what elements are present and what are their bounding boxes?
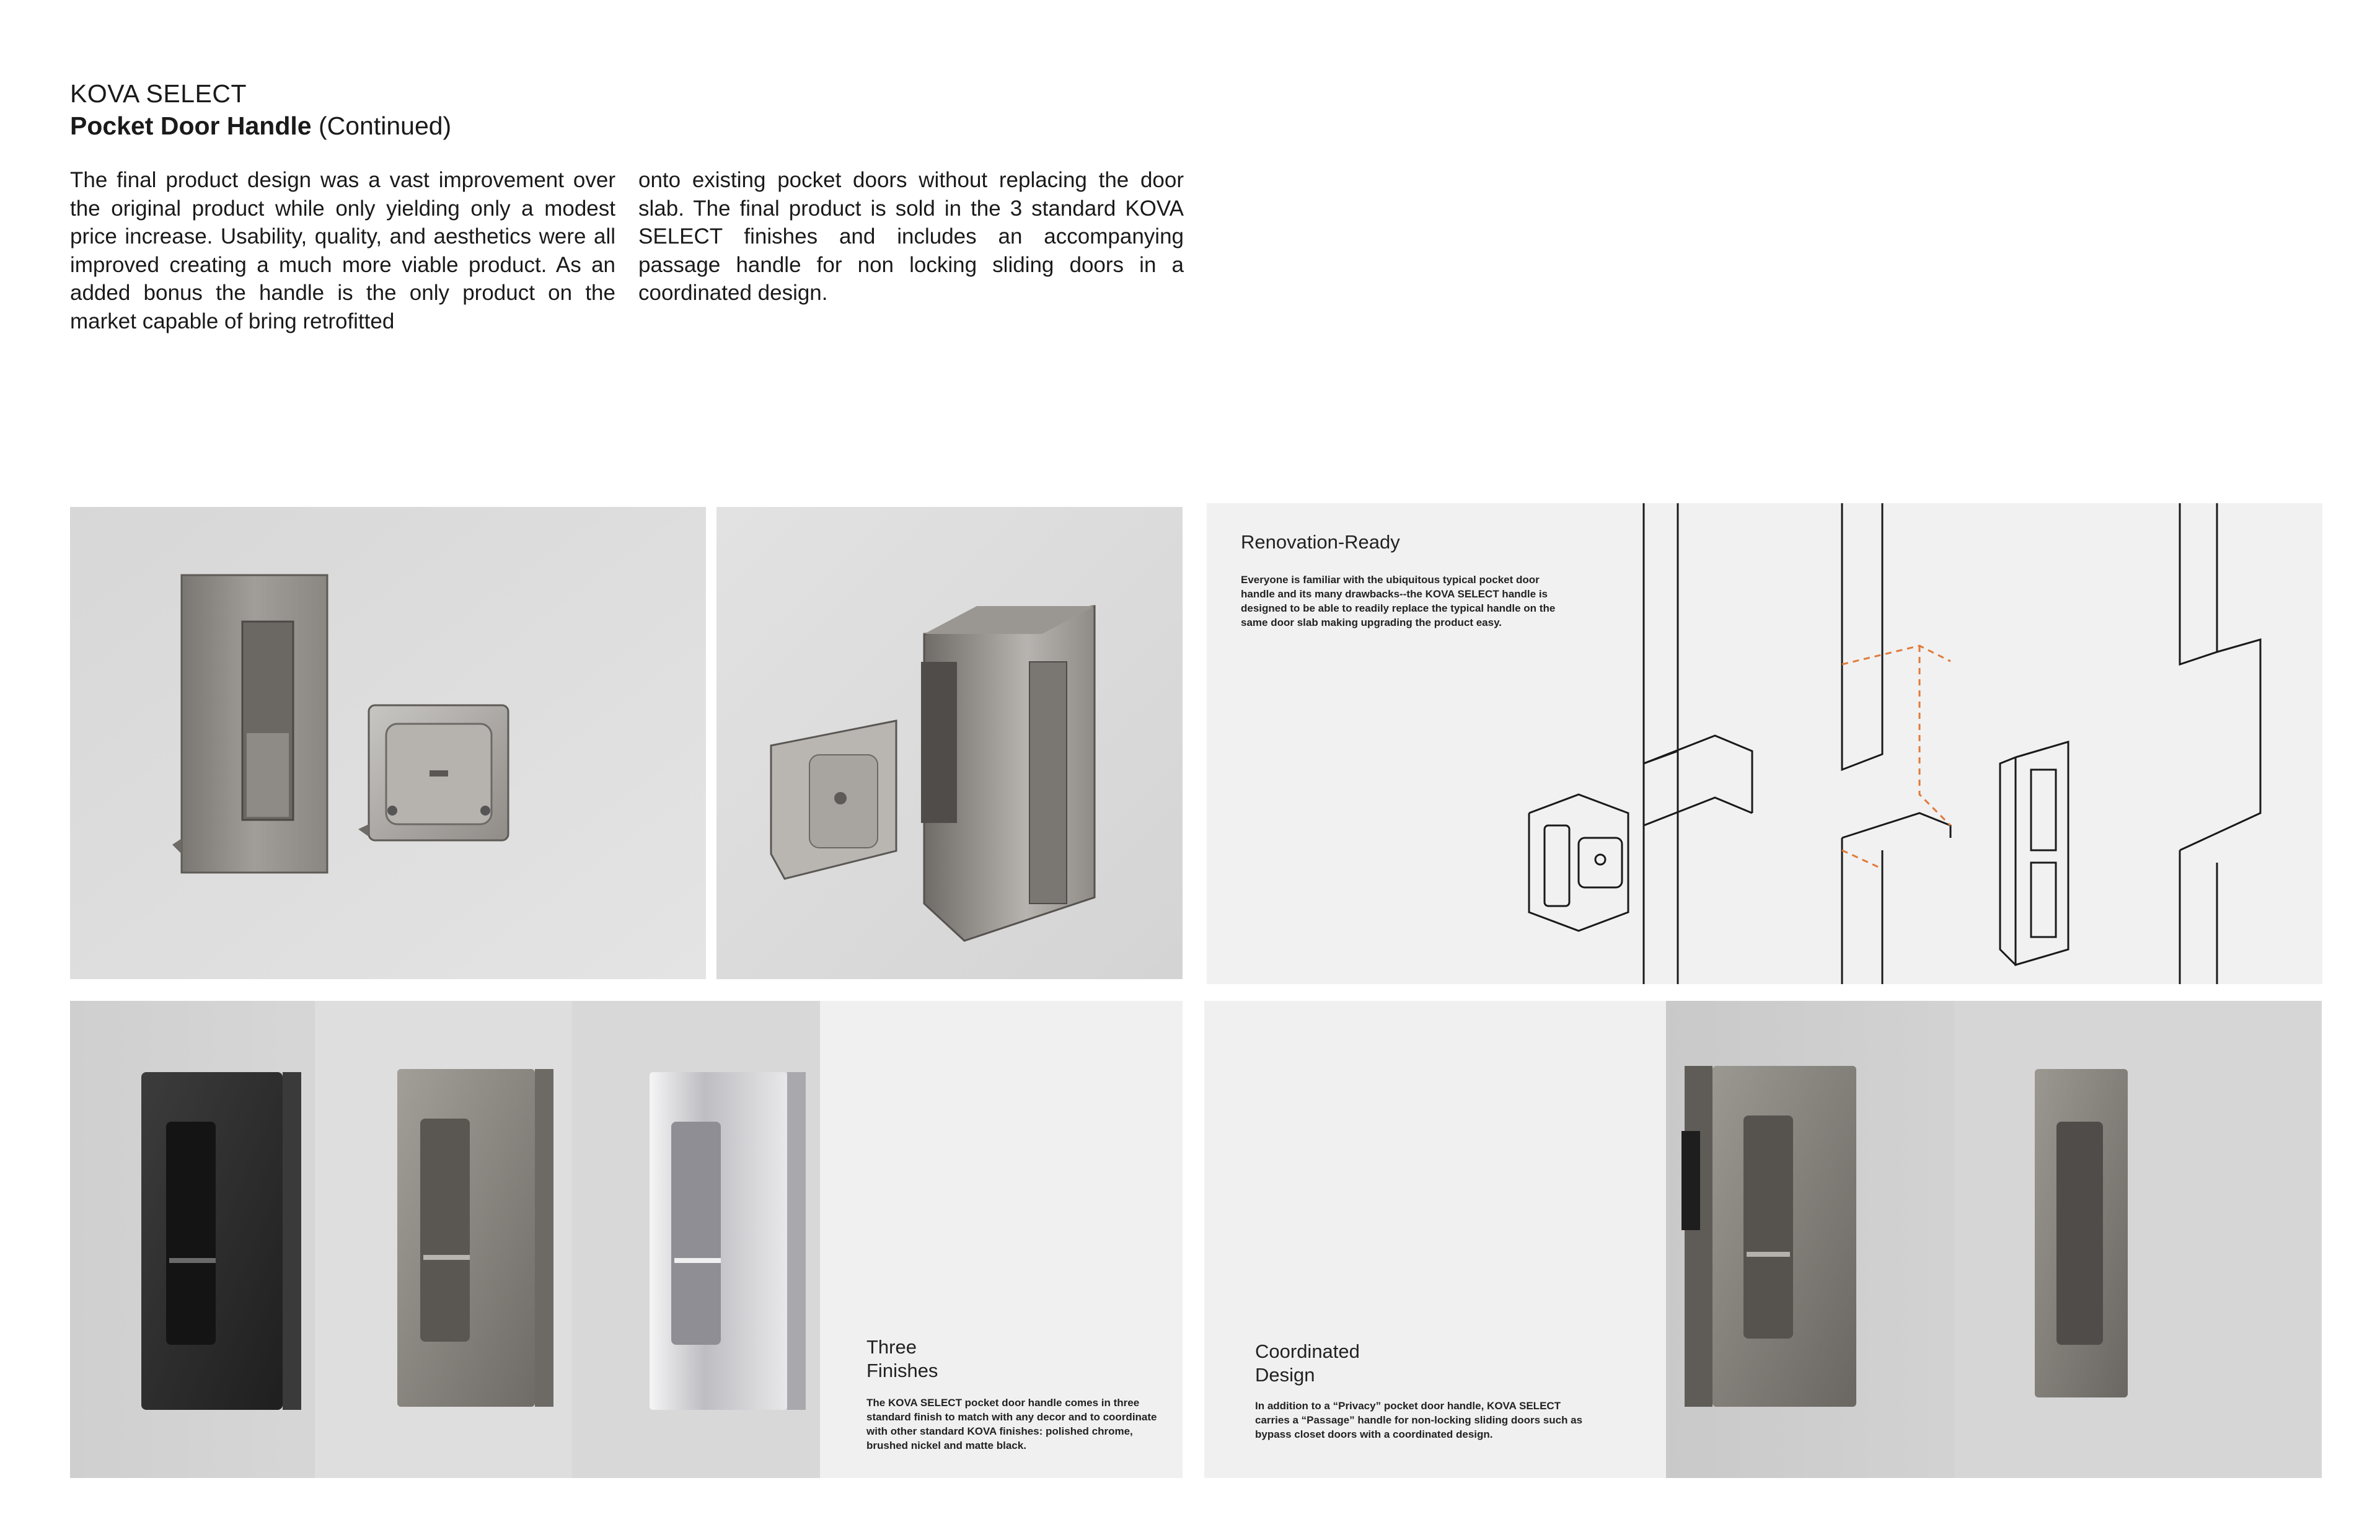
coordinated-body: In addition to a “Privacy” pocket door handle, KOVA SELECT carries a “Passage” handle for non-locking sliding doors such as bypass closet doors with a coordinated design. (1255, 1400, 1583, 1440)
coordinated-title-line2: Design (1255, 1364, 1315, 1386)
page-title (70, 110, 451, 142)
coordinated-design-panel (1204, 1001, 2322, 1478)
retrofit-line-diagram (1207, 503, 2322, 984)
three-finishes-panel (70, 1001, 1183, 1478)
page-title-suffix: (Continued) (311, 112, 452, 140)
page-header (70, 77, 451, 142)
coordinated-title (1255, 1340, 1360, 1387)
handles-front-illustration (70, 507, 706, 979)
renovation-ready-panel (1207, 503, 2322, 984)
photo-handles-front (70, 507, 706, 979)
finishes-title-line1: Three (866, 1336, 917, 1358)
finishes-title (866, 1335, 938, 1383)
renovation-title: Renovation-Ready (1241, 531, 1400, 553)
page-title-bold: Pocket Door Handle (70, 112, 312, 140)
handles-perspective-illustration (716, 507, 1183, 979)
brand-name: KOVA SELECT (70, 79, 247, 108)
finishes-body: The KOVA SELECT pocket door handle comes in three standard finish to match with any decor and to coordinate with other standard KOVA finishes: polished chrome, brushed nickel and matte black. (866, 1397, 1157, 1451)
intro-column-2: onto existing pocket doors without replacing the door slab. The final product is sold in the 3 standard KOVA SELECT finishes and includes an accompanying passage handle for non locking sliding doors in a coordinated design. (638, 168, 1184, 305)
coordinated-title-line1: Coordinated (1255, 1340, 1360, 1362)
renovation-body: Everyone is familiar with the ubiquitous typical pocket door handle and its many drawbacks--the KOVA SELECT handle is designed to be able to readily replace the typical handle on the same door slab making upgrading the product easy. (1241, 574, 1556, 628)
photo-handles-perspective (716, 507, 1183, 979)
finishes-title-line2: Finishes (866, 1360, 938, 1381)
intro-column-1: The final product design was a vast improvement over the original product while only yielding only a modest price increase. Usability, quality, and aesthetics were all improved creating a much more viable product. As an added bonus the handle is the only product on the market capable of bring retrofitted (70, 168, 615, 333)
